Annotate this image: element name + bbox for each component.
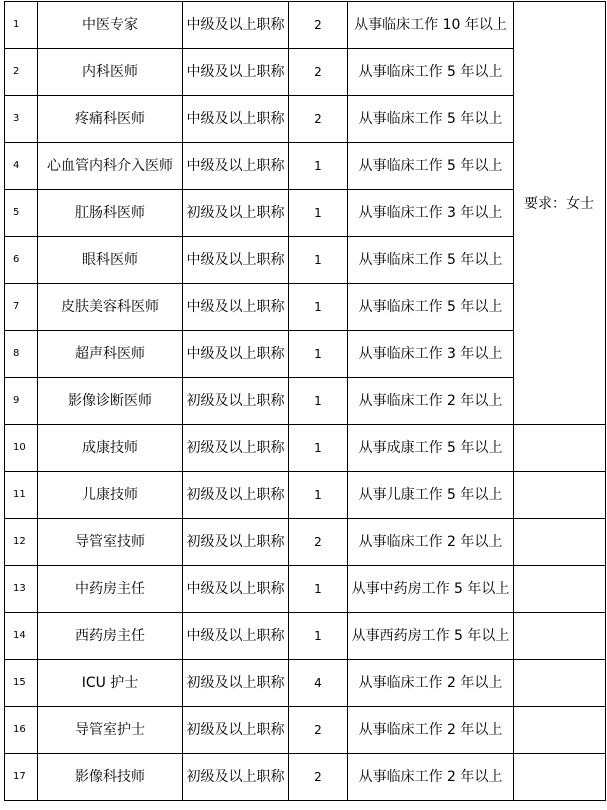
- position-name: 中医专家: [38, 2, 183, 49]
- headcount: 2: [289, 49, 348, 96]
- headcount: 1: [289, 378, 348, 425]
- table-row: [5, 707, 606, 754]
- remarks-cell: [514, 707, 606, 754]
- title-requirement: 初级及以上职称: [183, 378, 289, 425]
- headcount: 1: [289, 143, 348, 190]
- remarks-cell: [514, 566, 606, 613]
- experience-requirement: 从事临床工作 2 年以上: [348, 519, 514, 566]
- experience-requirement: 从事临床工作 5 年以上: [348, 284, 514, 331]
- row-number: 5: [5, 190, 38, 237]
- experience-requirement: 从事临床工作 10 年以上: [348, 2, 514, 49]
- title-requirement: 初级及以上职称: [183, 190, 289, 237]
- row-number: 8: [5, 331, 38, 378]
- position-name: 肛肠科医师: [38, 190, 183, 237]
- position-name: 西药房主任: [38, 613, 183, 660]
- experience-requirement: 从事西药房工作 5 年以上: [348, 613, 514, 660]
- headcount: 1: [289, 425, 348, 472]
- row-number: 11: [5, 472, 38, 519]
- headcount: 1: [289, 190, 348, 237]
- title-requirement: 中级及以上职称: [183, 284, 289, 331]
- position-name: 眼科医师: [38, 237, 183, 284]
- experience-requirement: 从事成康工作 5 年以上: [348, 425, 514, 472]
- row-number: 1: [5, 2, 38, 49]
- position-name: 皮肤美容科医师: [38, 284, 183, 331]
- position-name: 疼痛科医师: [38, 96, 183, 143]
- table-row: [5, 472, 606, 519]
- experience-requirement: 从事临床工作 2 年以上: [348, 378, 514, 425]
- experience-requirement: 从事临床工作 2 年以上: [348, 660, 514, 707]
- position-name: 儿康技师: [38, 472, 183, 519]
- headcount: 1: [289, 331, 348, 378]
- row-number: 14: [5, 613, 38, 660]
- experience-requirement: 从事中药房工作 5 年以上: [348, 566, 514, 613]
- remarks-cell: [514, 613, 606, 660]
- remarks-cell: [514, 425, 606, 472]
- remarks-cell: [514, 472, 606, 519]
- remarks-cell: [514, 754, 606, 801]
- row-number: 2: [5, 49, 38, 96]
- position-name: 中药房主任: [38, 566, 183, 613]
- table-row: [5, 2, 606, 49]
- experience-requirement: 从事临床工作 3 年以上: [348, 190, 514, 237]
- experience-requirement: 从事临床工作 2 年以上: [348, 754, 514, 801]
- remarks-cell: [514, 660, 606, 707]
- experience-requirement: 从事儿康工作 5 年以上: [348, 472, 514, 519]
- row-number: 6: [5, 237, 38, 284]
- title-requirement: 中级及以上职称: [183, 613, 289, 660]
- title-requirement: 中级及以上职称: [183, 143, 289, 190]
- position-name: ICU 护士: [38, 660, 183, 707]
- headcount: 2: [289, 96, 348, 143]
- title-requirement: 初级及以上职称: [183, 754, 289, 801]
- headcount: 2: [289, 754, 348, 801]
- headcount: 1: [289, 284, 348, 331]
- row-number: 16: [5, 707, 38, 754]
- headcount: 1: [289, 472, 348, 519]
- experience-requirement: 从事临床工作 5 年以上: [348, 237, 514, 284]
- headcount: 1: [289, 613, 348, 660]
- table-row: [5, 425, 606, 472]
- experience-requirement: 从事临床工作 5 年以上: [348, 143, 514, 190]
- row-number: 4: [5, 143, 38, 190]
- table-row: [5, 519, 606, 566]
- title-requirement: 初级及以上职称: [183, 660, 289, 707]
- title-requirement: 初级及以上职称: [183, 707, 289, 754]
- experience-requirement: 从事临床工作 2 年以上: [348, 707, 514, 754]
- title-requirement: 初级及以上职称: [183, 425, 289, 472]
- title-requirement: 初级及以上职称: [183, 519, 289, 566]
- headcount: 2: [289, 707, 348, 754]
- position-name: 影像科技师: [38, 754, 183, 801]
- position-name: 成康技师: [38, 425, 183, 472]
- position-name: 影像诊断医师: [38, 378, 183, 425]
- table-row: [5, 566, 606, 613]
- headcount: 2: [289, 2, 348, 49]
- row-number: 12: [5, 519, 38, 566]
- remarks-cell: [514, 2, 606, 425]
- headcount: 4: [289, 660, 348, 707]
- recruitment-table: [4, 1, 606, 801]
- title-requirement: 中级及以上职称: [183, 2, 289, 49]
- row-number: 17: [5, 754, 38, 801]
- row-number: 13: [5, 566, 38, 613]
- table-row: [5, 754, 606, 801]
- row-number: 15: [5, 660, 38, 707]
- title-requirement: 中级及以上职称: [183, 237, 289, 284]
- title-requirement: 中级及以上职称: [183, 331, 289, 378]
- row-number: 7: [5, 284, 38, 331]
- headcount: 2: [289, 519, 348, 566]
- title-requirement: 中级及以上职称: [183, 566, 289, 613]
- experience-requirement: 从事临床工作 5 年以上: [348, 49, 514, 96]
- row-number: 10: [5, 425, 38, 472]
- remarks-text: 要求：女士: [524, 196, 594, 212]
- position-name: 心血管内科介入医师: [38, 143, 183, 190]
- title-requirement: 中级及以上职称: [183, 96, 289, 143]
- row-number: 9: [5, 378, 38, 425]
- position-name: 内科医师: [38, 49, 183, 96]
- position-name: 导管室护士: [38, 707, 183, 754]
- recruitment-table-body: [5, 2, 606, 801]
- remarks-cell: [514, 519, 606, 566]
- position-name: 超声科医师: [38, 331, 183, 378]
- experience-requirement: 从事临床工作 3 年以上: [348, 331, 514, 378]
- table-row: [5, 660, 606, 707]
- position-name: 导管室技师: [38, 519, 183, 566]
- title-requirement: 中级及以上职称: [183, 49, 289, 96]
- headcount: 1: [289, 566, 348, 613]
- headcount: 1: [289, 237, 348, 284]
- row-number: 3: [5, 96, 38, 143]
- table-row: [5, 613, 606, 660]
- experience-requirement: 从事临床工作 5 年以上: [348, 96, 514, 143]
- title-requirement: 初级及以上职称: [183, 472, 289, 519]
